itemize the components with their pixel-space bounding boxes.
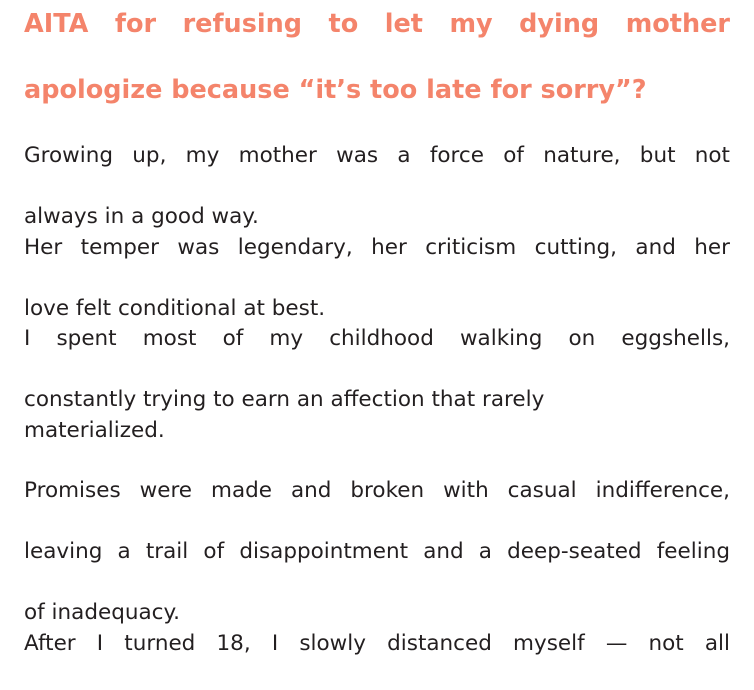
paragraph-2-line-3: of inadequacy. bbox=[24, 600, 180, 625]
paragraph-1-line-4: love felt conditional at best. bbox=[24, 295, 326, 321]
paragraph-1-line-3: Her temper was legendary, her criticism cutting, and her bbox=[24, 234, 730, 260]
paragraph-2-line-1: Promises were made and broken with casual indifference, bbox=[24, 478, 730, 503]
paragraph-2-line-4: After I turned 18, I slowly distanced myself — not all bbox=[24, 630, 730, 656]
title-body-spacer bbox=[24, 107, 730, 141]
paragraph-1-line-5: I spent most of my childhood walking on eggshells, bbox=[24, 326, 730, 351]
title-line-1: AITA for refusing to let my dying mother bbox=[24, 9, 730, 39]
paragraph-2 bbox=[24, 476, 730, 656]
paragraph-1-line-1: Growing up, my mother was a force of nature, but not bbox=[24, 143, 730, 168]
paragraph-2-line-2: leaving a trail of disappointment and a deep-seated feeling bbox=[24, 539, 730, 564]
paragraph-1 bbox=[24, 141, 730, 446]
paragraph-1-line-7: materialized. bbox=[24, 417, 165, 443]
paragraph-1-line-2: always in a good way. bbox=[24, 204, 259, 229]
title-line-2: apologize because “it’s too late for sorry”? bbox=[24, 75, 647, 105]
paragraph-1-line-6: constantly trying to earn an affection that rarely bbox=[24, 387, 545, 412]
body-text bbox=[24, 141, 730, 656]
page-title bbox=[24, 8, 730, 107]
paragraph-gap bbox=[24, 446, 730, 476]
